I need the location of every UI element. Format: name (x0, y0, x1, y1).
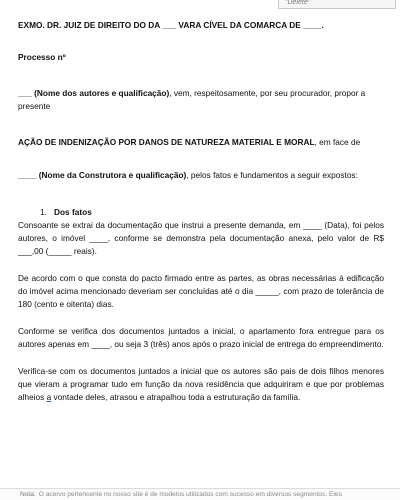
comment-bar (0, 0, 400, 10)
process-number: Processo nº (18, 52, 66, 62)
paragraph-4-end: vontade deles, atrasou e atrapalhou toda a estruturação da família. (51, 392, 301, 402)
plaintiffs-name: (Nome dos autores e qualificação) (31, 88, 170, 98)
delete-comment-tag[interactable]: "Delete" (278, 0, 396, 9)
section-number: 1. (40, 207, 47, 217)
plaintiffs-paragraph (18, 87, 384, 113)
section-title: Dos fatos (54, 207, 92, 217)
footer-note (0, 488, 400, 500)
paragraph-1: Consoante se extrai da documentação que instrui a presente demanda, em ____ (Data), foi pelos autores, o imóvel ____, conforme se demonstra pela documentação anexa, pelo valor de R$ ___,00 (_____ reais). (18, 220, 384, 256)
paragraph-2: De acordo com o que consta do pacto firmado entre as partes, as obras necessárias à edificação do imóvel acima mencionado deveriam ser concluídas até o dia _____, com prazo de tolerância de 180 (cento e oitenta) dias. (18, 273, 384, 309)
paragraph-3: Conforme se verifica dos documentos juntados a inicial, o apartamento fora entregue para os autores apenas em ____, ou seja 3 (três) anos após o prazo inicial de entrega do empreendimento. (18, 326, 384, 349)
note-label: Nota: (20, 491, 36, 498)
document-body (18, 15, 384, 404)
action-paragraph (18, 136, 384, 149)
paragraph-4-start: Verifica-se com os documentos juntados a inicial que os autores são pais de dois filhos menores que vieram a programar tudo em função da nova residência que adquiriram e que por problemas alheios (18, 366, 384, 402)
plaintiffs-text: , vem, respeitosamente, por seu procurador, propor a presente (18, 88, 366, 111)
note-text: O acervo pertencente no nosso site é de modelos utilizados com sucesso em diversos segmentos. Eles (38, 491, 342, 498)
action-title: AÇÃO DE INDENIZAÇÃO POR DANOS DE NATUREZA MATERIAL E MORAL (18, 137, 315, 147)
section-heading (18, 206, 384, 219)
paragraph-4 (18, 365, 384, 404)
court-header: EXMO. DR. JUIZ DE DIREITO DO DA ___ VARA CÍVEL DA COMARCA DE ____. (18, 20, 324, 30)
defendant-text: , pelos fatos e fundamentos a seguir expostos: (186, 170, 358, 180)
plaintiffs-blank: ___ (18, 88, 32, 98)
defendant-blank: ____ (18, 170, 37, 180)
defendant-paragraph (18, 169, 384, 182)
action-text: , em face de (314, 137, 361, 147)
defendant-name: (Nome da Construtora e qualificação) (36, 170, 187, 180)
paragraph-4-underlined: a (46, 392, 52, 402)
